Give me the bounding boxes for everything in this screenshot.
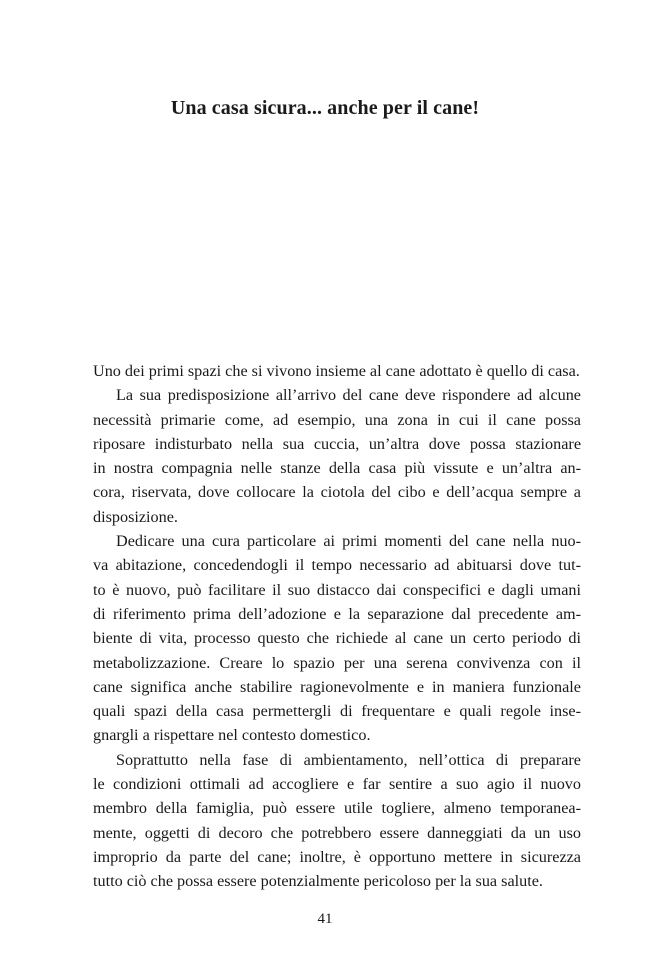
text-line: improprio da parte del cane; inoltre, è opportuno mettere in sicurezza bbox=[93, 847, 581, 866]
text-line: va abitazione, concedendogli il tempo necessario ad abituarsi dove tut- bbox=[93, 556, 581, 575]
paragraph bbox=[93, 383, 581, 529]
text-line: quali spazi della casa permettergli di frequentare e quali regole inse- bbox=[93, 702, 581, 721]
text-line: biente di vita, processo questo che richiede al cane un certo periodo di bbox=[93, 629, 581, 648]
text-line: necessità primarie come, ad esempio, una zona in cui il cane possa bbox=[93, 410, 581, 429]
paragraph bbox=[93, 748, 581, 894]
text-line: le condizioni ottimali ad accogliere e far sentire a suo agio il nuovo bbox=[93, 775, 581, 794]
text-line: metabolizzazione. Creare lo spazio per una serena convivenza con il bbox=[93, 653, 581, 672]
text-line: disposizione. bbox=[93, 507, 178, 526]
text-line: La sua predisposizione all’arrivo del cane deve rispondere ad alcune bbox=[116, 386, 581, 405]
text-line: di riferimento prima dell’adozione e la separazione dal precedente am- bbox=[93, 604, 581, 623]
text-line: cane significa anche stabilire ragionevolmente e in maniera funzionale bbox=[93, 677, 581, 696]
text-line: tutto ciò che possa essere potenzialmente pericoloso per la sua salute. bbox=[93, 872, 543, 891]
text-line: riposare indisturbato nella sua cuccia, un’altra dove possa stazionare bbox=[93, 434, 581, 453]
page-number: 41 bbox=[317, 911, 333, 927]
text-line: membro della famiglia, può essere utile togliere, almeno temporanea- bbox=[93, 799, 581, 818]
text-line: in nostra compagnia nelle stanze della casa più vissute e un’altra an- bbox=[93, 459, 581, 478]
text-line: cora, riservata, dove collocare la ciotola del cibo e dell’acqua sempre a bbox=[93, 483, 581, 502]
body-text bbox=[93, 359, 581, 894]
text-line: to è nuovo, può facilitare il suo distacco dai conspecifici e dagli umani bbox=[93, 580, 581, 599]
paragraph bbox=[93, 359, 581, 383]
text-line: Soprattutto nella fase di ambientamento, nell’ottica di preparare bbox=[116, 750, 581, 769]
text-line: Uno dei primi spazi che si vivono insieme al cane adottato è quello di casa. bbox=[93, 362, 580, 380]
chapter-title: Una casa sicura... anche per il cane! bbox=[170, 97, 480, 119]
text-line: mente, oggetti di decoro che potrebbero essere danneggiati da un uso bbox=[93, 823, 581, 842]
paragraph bbox=[93, 529, 581, 748]
text-line: Dedicare una cura particolare ai primi momenti del cane nella nuo- bbox=[116, 532, 581, 551]
text-line: gnargli a rispettare nel contesto domestico. bbox=[93, 726, 371, 745]
